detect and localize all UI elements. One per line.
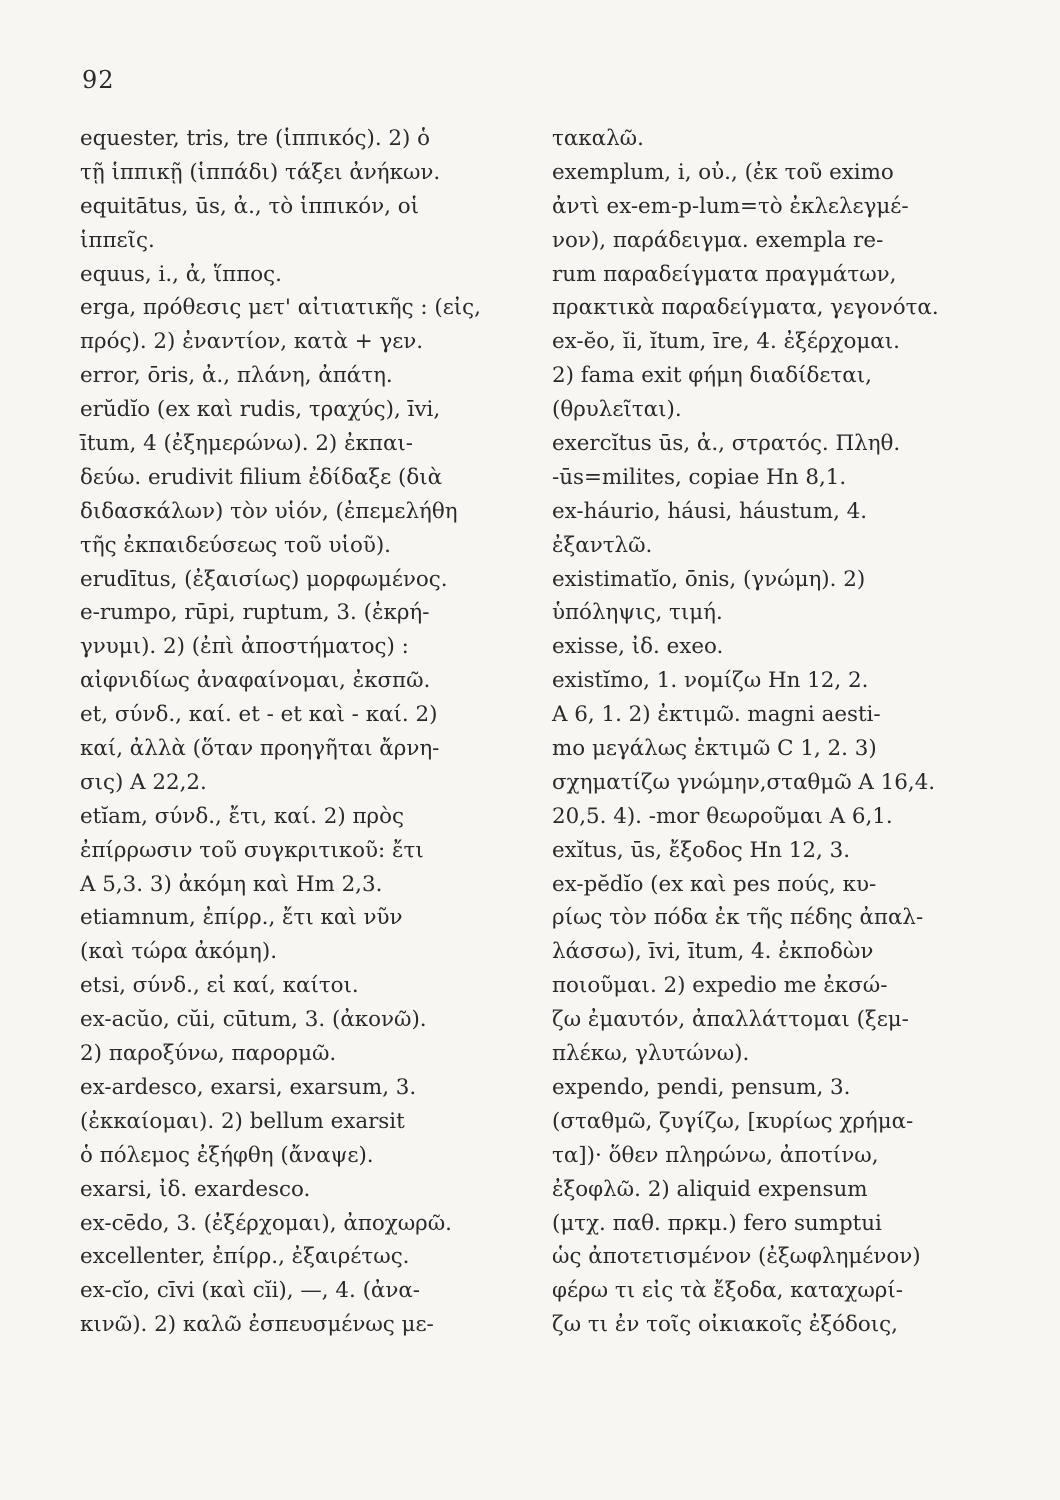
- dictionary-line: δεύω. erudivit filium ἐδίδαξε (διὰ: [80, 464, 443, 490]
- dictionary-line: ὡς ἀποτετισμένον (ἐξωφλημένον): [552, 1244, 921, 1270]
- dictionary-line: τῇ ἱππικῇ (ἱππάδι) τάξει ἀνήκων.: [80, 159, 441, 185]
- left-column: [80, 122, 518, 1342]
- dictionary-line: e-rumpo, rūpi, ruptum, 3. (ἐκρή-: [80, 600, 430, 626]
- dictionary-line: 2) fama exit φήμη διαδίδεται,: [552, 363, 872, 389]
- dictionary-line: ὁ πόλεμος ἐξήφθη (ἄναψε).: [80, 1142, 374, 1168]
- dictionary-line: expendo, pendi, pensum, 3.: [552, 1074, 851, 1100]
- dictionary-line: existĭmo, 1. νομίζω Hn 12, 2.: [552, 668, 869, 694]
- dictionary-line: exercĭtus ūs, ἀ., στρατός. Πληθ.: [552, 431, 901, 457]
- dictionary-line: 20,5. 4). -mor θεωροῦμαι A 6,1.: [552, 803, 893, 829]
- dictionary-line: φέρω τι εἰς τὰ ἔξοδα, καταχωρί-: [552, 1278, 903, 1304]
- dictionary-line: ρίως τὸν πόδα ἐκ τῆς πέδης ἀπαλ-: [552, 905, 924, 931]
- dictionary-line: ἐξοφλῶ. 2) aliquid expensum: [552, 1176, 868, 1202]
- dictionary-line: νον), παράδειγμα. exempla re-: [552, 227, 884, 253]
- dictionary-line: ex-pĕdĭo (ex καὶ pes πούς, κυ-: [552, 871, 877, 897]
- dictionary-line: A 6, 1. 2) ἐκτιμῶ. magni aesti-: [552, 702, 881, 728]
- dictionary-line: πλέκω, γλυτώνω).: [552, 1041, 750, 1067]
- dictionary-line: (καὶ τώρα ἀκόμη).: [80, 939, 277, 965]
- dictionary-line: σχηματίζω γνώμην,σταθμῶ A 16,4.: [552, 769, 936, 795]
- dictionary-line: ītum, 4 (ἐξημερώνω). 2) ἐκπαι-: [80, 431, 414, 457]
- dictionary-line: ὑπόληψις, τιμή.: [552, 600, 723, 626]
- dictionary-line: διδασκάλων) τὸν υἱόν, (ἐπεμελήθη: [80, 498, 458, 524]
- dictionary-line: (μτχ. παθ. πρκμ.) fero sumptui: [552, 1210, 882, 1236]
- dictionary-line: κινῶ). 2) καλῶ ἐσπευσμένως με-: [80, 1312, 434, 1338]
- dictionary-line: πρακτικὰ παραδείγματα, γεγονότα.: [552, 295, 939, 321]
- dictionary-line: πρός). 2) ἐναντίον, κατὰ + γεν.: [80, 329, 424, 355]
- dictionary-line: ex-acŭo, cŭi, cūtum, 3. (ἀκονῶ).: [80, 1007, 427, 1033]
- dictionary-line: erudītus, (ἐξαισίως) μορφωμένος.: [80, 566, 448, 592]
- dictionary-line: equester, tris, tre (ἱππικός). 2) ὁ: [80, 126, 431, 151]
- dictionary-line: ex-háurio, háusi, háustum, 4.: [552, 498, 868, 524]
- dictionary-line: exemplum, i, οὐ., (ἐκ τοῦ eximo: [552, 159, 894, 185]
- dictionary-line: (ἐκκαίομαι). 2) bellum exarsit: [80, 1108, 405, 1134]
- dictionary-line: ποιοῦμαι. 2) expedio me ἐκσώ-: [552, 973, 888, 999]
- dictionary-line: ζω ἐμαυτόν, ἀπαλλάττομαι (ξεμ-: [552, 1007, 909, 1033]
- dictionary-line: equitātus, ūs, ἀ., τὸ ἱππικόν, οἱ: [80, 193, 419, 219]
- dictionary-line: αἰφνιδίως ἀναφαίνομαι, ἐκσπῶ.: [80, 668, 431, 694]
- dictionary-line: ζω τι ἐν τοῖς οἰκιακοῖς ἐξόδοις,: [552, 1312, 898, 1338]
- dictionary-line: ex-cĭo, cīvi (καὶ cĭi), —, 4. (ἀνα-: [80, 1278, 421, 1304]
- dictionary-line: etiamnum, ἐπίρρ., ἔτι καὶ νῦν: [80, 905, 403, 931]
- dictionary-line: existimatĭo, ōnis, (γνώμη). 2): [552, 566, 866, 592]
- dictionary-line: (θρυλεῖται).: [552, 397, 682, 423]
- dictionary-line: τα])· ὅθεν πληρώνω, ἀποτίνω,: [552, 1142, 879, 1168]
- dictionary-line: rum παραδείγματα πραγμάτων,: [552, 261, 897, 287]
- dictionary-line: error, ōris, ἀ., πλάνη, ἀπάτη.: [80, 363, 393, 389]
- dictionary-line: erga, πρόθεσις μετ' αἰτιατικῆς : (εἰς,: [80, 295, 481, 321]
- dictionary-line: καί, ἀλλὰ (ὅταν προηγῆται ἄρνη-: [80, 736, 440, 762]
- dictionary-line: γνυμι). 2) (ἐπὶ ἀποστήματος) :: [80, 634, 409, 660]
- dictionary-line: ἐπίρρωσιν τοῦ συγκριτικοῦ: ἔτι: [80, 837, 424, 863]
- dictionary-line: equus, i., ἀ, ἵππος.: [80, 261, 282, 287]
- dictionary-line: excellenter, ἐπίρρ., ἐξαιρέτως.: [80, 1244, 410, 1270]
- dictionary-line: exĭtus, ūs, ἔξοδος Hn 12, 3.: [552, 837, 850, 863]
- dictionary-line: λάσσω), īvi, ītum, 4. ἐκποδὼν: [552, 939, 874, 965]
- dictionary-line: σις) A 22,2.: [80, 769, 207, 795]
- dictionary-line: A 5,3. 3) ἀκόμη καὶ Hm 2,3.: [80, 871, 383, 897]
- dictionary-line: τακαλῶ.: [552, 126, 644, 151]
- dictionary-line: 2) παροξύνω, παρορμῶ.: [80, 1041, 337, 1067]
- dictionary-line: -ūs=milites, copiae Hn 8,1.: [552, 464, 847, 490]
- dictionary-line: etsi, σύνδ., εἰ καί, καίτοι.: [80, 973, 359, 999]
- dictionary-line: ex-cēdo, 3. (ἐξέρχομαι), ἀποχωρῶ.: [80, 1210, 452, 1236]
- dictionary-line: ex-ardesco, exarsi, exarsum, 3.: [80, 1074, 417, 1100]
- dictionary-line: etĭam, σύνδ., ἔτι, καί. 2) πρὸς: [80, 803, 404, 829]
- dictionary-line: τῆς ἐκπαιδεύσεως τοῦ υἱοῦ).: [80, 532, 391, 558]
- page-number: 92: [82, 66, 115, 94]
- dictionary-line: ἀντὶ ex-em-p-lum=τὸ ἐκλελεγμέ-: [552, 193, 909, 219]
- dictionary-line: ἱππεῖς.: [80, 227, 155, 253]
- dictionary-line: ex-ĕo, ĭi, ĭtum, īre, 4. ἐξέρχομαι.: [552, 329, 900, 355]
- dictionary-line: mo μεγάλως ἐκτιμῶ C 1, 2. 3): [552, 736, 877, 762]
- dictionary-line: erŭdĭo (ex καὶ rudis, τραχύς), īvi,: [80, 397, 441, 423]
- dictionary-line: (σταθμῶ, ζυγίζω, [κυρίως χρήμα-: [552, 1108, 914, 1134]
- right-column: [552, 122, 982, 1342]
- dictionary-line: ἐξαντλῶ.: [552, 532, 653, 558]
- dictionary-line: et, σύνδ., καί. et - et καὶ - καί. 2): [80, 702, 438, 728]
- dictionary-line: exarsi, ἰδ. exardesco.: [80, 1176, 311, 1202]
- dictionary-line: exisse, ἰδ. exeo.: [552, 634, 724, 660]
